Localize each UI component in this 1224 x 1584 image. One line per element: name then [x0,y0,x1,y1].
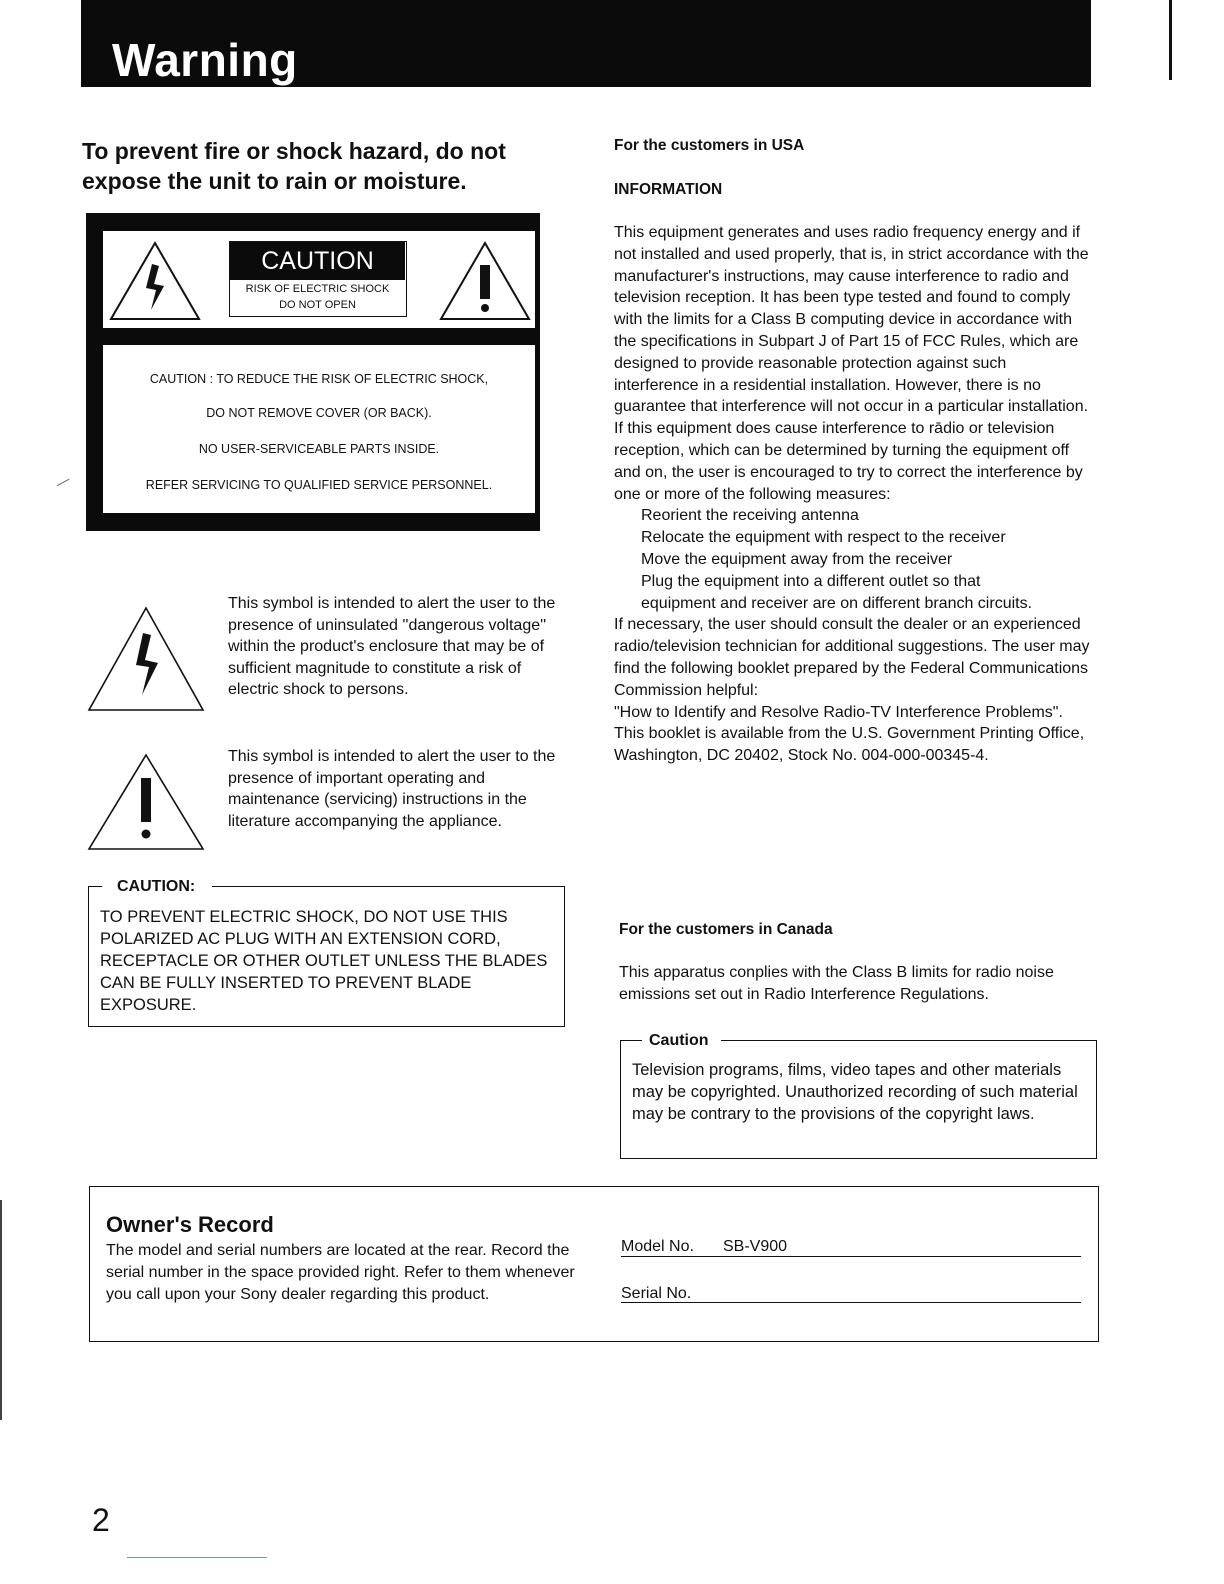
fire-hazard-heading: To prevent fire or shock hazard, do not expose the unit to rain or moisture. [82,138,506,194]
model-number-value: SB-V900 [723,1238,788,1255]
frame-line [88,886,102,887]
exclamation-warning-icon [438,240,532,322]
edge-mark [1169,0,1172,80]
edge-mark [0,1200,2,1420]
footer-line [127,1557,267,1558]
fcc-closing: If necessary, the user should consult the dealer or an experienced radio/television technician for additional suggestions. The user may find the following booklet prepared by the Federal Communications Commission helpful: [614,616,1090,699]
plug-caution-label: CAUTION: [117,878,196,895]
measure-item: Move the equipment away from the receiver [641,550,953,568]
caution-line: NO USER-SERVICEABLE PARTS INSIDE. [198,442,440,456]
measure-item: Relocate the equipment with respect to the receiver [641,529,1006,547]
measure-item: Plug the equipment into a different outlet so that equipment and receiver are on different branch circuits. [641,572,1033,612]
exclamation-symbol-icon [86,752,206,852]
plug-caution-text: TO PREVENT ELECTRIC SHOCK, DO NOT USE THIS POLARIZED AC PLUG WITH AN EXTENSION CORD, RECEPTACLE OR OTHER OUTLET UNLESS THE BLADES CAN BE FULLY INSERTED TO PREVENT BLADE EXPOSURE. [100,908,548,1014]
caution-label-sub: DO NOT OPEN [279,299,356,311]
owners-record-text: The model and serial numbers are located at the rear. Record the serial number in the space provided right. Refer to them whenever you call upon your Sony dealer regarding this product. [106,1242,575,1303]
model-number-line [621,1256,1081,1257]
fcc-paragraph: This equipment generates and uses radio frequency energy and if not installed and used properly, that is, in strict accordance with the manufacturer's instructions, may cause interference to radio and television reception. It has been type tested and found to comply with the limits for a Class B computing device in accordance with the specifications in Subpart J of Part 15 of FCC Rules, which are designed to provide reasonable protection against such interference in a residential installation. However, there is no guarantee that interference will not occur in a particular installation. If this equipment does cause interference to rādio or television reception, which can be determined by turning the equipment off and on, the user is encouraged to try to correct the interference by one or more of the following measures: [614,224,1089,503]
lightning-symbol-description: This symbol is intended to alert the user to the presence of uninsulated ''dangerous voltage'' within the product's enclosure that may be of sufficient magnitude to constitute a risk of electric shock to persons. [228,595,556,699]
caution-label-box [229,241,407,317]
serial-number-label: Serial No. [621,1285,692,1302]
canada-heading: For the customers in Canada [619,921,833,938]
caution-label-sub: RISK OF ELECTRIC SHOCK [245,283,390,295]
frame-line [721,1040,1097,1041]
frame-line [212,886,565,887]
lightning-warning-icon [108,240,202,322]
page-number: 2 [92,1502,110,1538]
page-title: Warning [112,34,298,86]
information-heading: INFORMATION [614,181,723,198]
scan-mark [57,479,70,486]
usa-heading: For the customers in USA [614,137,805,154]
exclamation-symbol-description: This symbol is intended to alert the user to the presence of important operating and maintenance (servicing) instructions in the literature accompanying the appliance. [228,748,556,830]
canada-text: This apparatus conplies with the Class B limits for radio noise emissions set out in Radio Interference Regulations. [619,964,1054,1003]
caution-label-title: CAUTION [230,242,405,280]
model-number-label: Model No. [621,1238,694,1255]
caution-line: DO NOT REMOVE COVER (OR BACK). [206,406,432,420]
caution-line: REFER SERVICING TO QUALIFIED SERVICE PERSONNEL. [145,478,493,492]
booklet-reference: "How to Identify and Resolve Radio-TV Interference Problems". This booklet is available from the U.S. Government Printing Office, Washington, DC 20402, Stock No. 004-000-00345-4. [614,703,1085,765]
frame-line [620,1040,642,1041]
owners-record-heading: Owner's Record [106,1212,274,1237]
lightning-symbol-icon [86,605,206,713]
measure-item: Reorient the receiving antenna [641,507,859,525]
caution-line: CAUTION : TO REDUCE THE RISK OF ELECTRIC SHOCK, [149,372,489,386]
copyright-caution-label: Caution [649,1032,709,1049]
fcc-information [614,222,1094,767]
copyright-caution-text: Television programs, films, video tapes and other materials may be copyrighted. Unauthorized recording of such material may be contrary to the provisions of the copyright laws. [632,1061,1078,1123]
serial-number-line [621,1302,1081,1303]
